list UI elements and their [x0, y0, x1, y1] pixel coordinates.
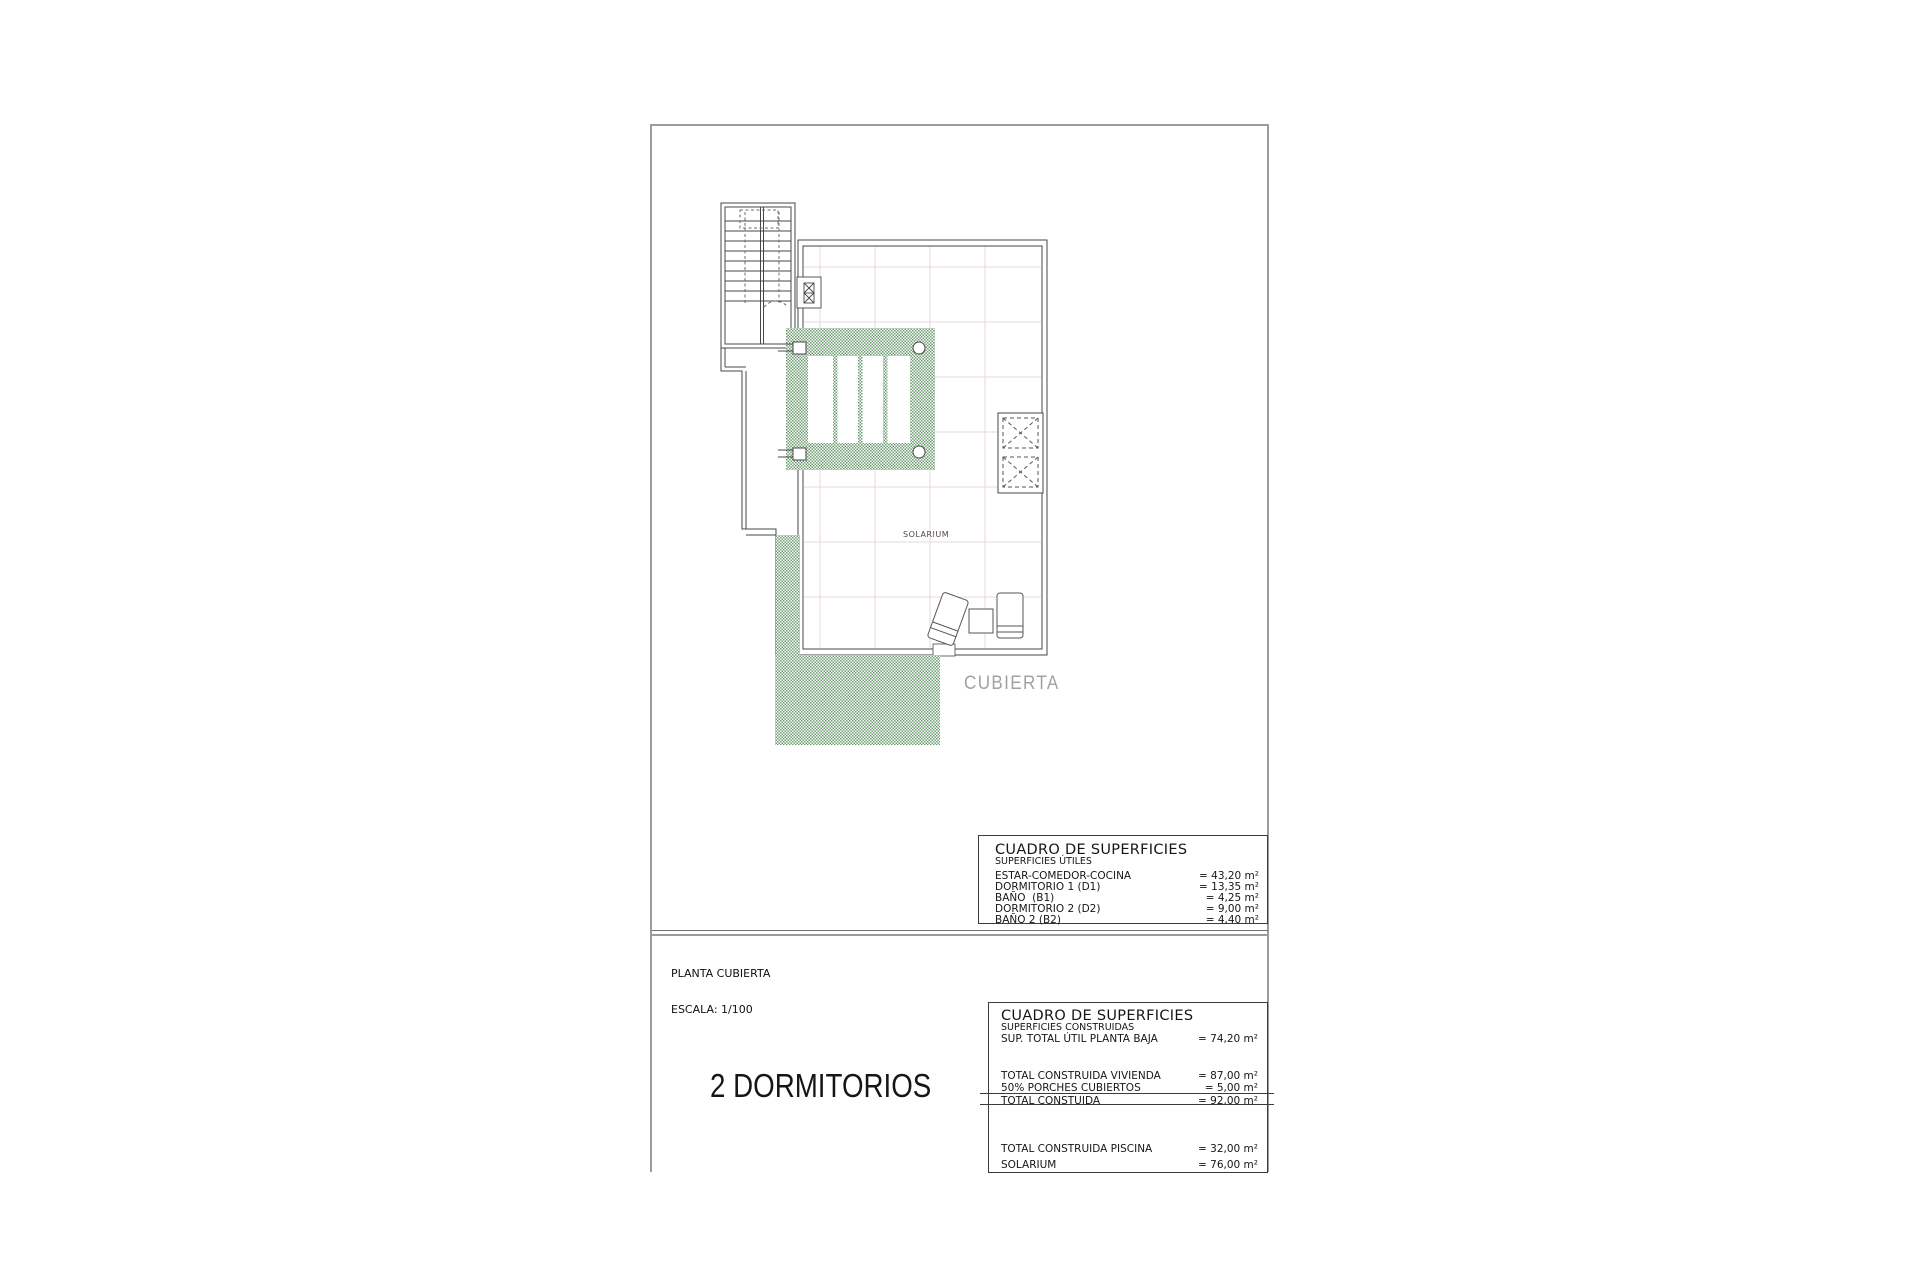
table2-row-label: SUP. TOTAL ÚTIL PLANTA BAJA	[1001, 1033, 1158, 1045]
table1-row-value: = 9,00 m²	[1205, 903, 1259, 915]
table-superficies-utiles	[978, 835, 1268, 924]
table-superficies-construidas	[988, 1002, 1268, 1173]
table2-title: CUADRO DE SUPERFICIES	[1001, 1008, 1194, 1024]
table1-row-value: = 13,35 m²	[1199, 881, 1259, 893]
table1-row-value: = 4,40 m²	[1205, 914, 1259, 926]
caption-title: PLANTA CUBIERTA	[671, 967, 771, 980]
total-construida-highlight-box	[980, 1093, 1274, 1105]
table2-row-value: = 76,00 m²	[1198, 1159, 1258, 1171]
sun-lounger-straight	[997, 593, 1023, 638]
table2-subtitle: SUPERFICIES CONSTRUIDAS	[1001, 1022, 1135, 1033]
table2-row-value: = 92,00 m²	[1198, 1095, 1258, 1107]
table1-row-label: BAÑO (B1)	[995, 892, 1055, 904]
solarium-area-label: SOLARIUM	[903, 530, 950, 539]
table2-row-value: = 32,00 m²	[1198, 1143, 1258, 1155]
table2-row-label: SOLARIUM	[1001, 1159, 1057, 1171]
model-label: 2 DORMITORIOS	[710, 1067, 932, 1104]
flue-shaft	[797, 277, 821, 308]
caption-scale: ESCALA: 1/100	[671, 1003, 753, 1016]
table2-row-label: 50% PORCHES CUBIERTOS	[1001, 1082, 1141, 1094]
table2-row-label: TOTAL CONSTRUIDA VIVIENDA	[1001, 1070, 1161, 1082]
roof-hatch-slab	[775, 655, 940, 745]
table1-row-label: DORMITORIO 1 (D1)	[995, 881, 1101, 893]
drawing-caption	[671, 944, 770, 1028]
table1-row-label: DORMITORIO 2 (D2)	[995, 903, 1101, 915]
void-below-stairs	[721, 348, 776, 655]
side-table	[969, 609, 993, 633]
table1-title: CUADRO DE SUPERFICIES	[995, 842, 1188, 858]
chimney-vents	[998, 413, 1043, 493]
table1-row-value: = 43,20 m²	[1199, 870, 1259, 882]
table2-row-label: TOTAL CONSTRUIDA PISCINA	[1001, 1143, 1153, 1155]
table2-row-value: = 5,00 m²	[1204, 1082, 1258, 1094]
table1-row-label: ESTAR-COMEDOR-COCINA	[995, 870, 1132, 882]
staircase	[721, 203, 795, 348]
table1-row-label: BAÑO 2 (B2)	[995, 914, 1061, 926]
table2-row-label: TOTAL CONSTUIDA	[1001, 1095, 1101, 1107]
table2-row-value: = 74,20 m²	[1198, 1033, 1258, 1045]
table1-subtitle: SUPERFICIES ÚTILES	[995, 856, 1092, 867]
roof-hatch-strip	[776, 535, 800, 655]
pergola	[778, 328, 935, 470]
table1-row-value: = 4,25 m²	[1205, 892, 1259, 904]
cubierta-area-label: CUBIERTA	[964, 673, 1060, 694]
table2-row-value: = 87,00 m²	[1198, 1070, 1258, 1082]
